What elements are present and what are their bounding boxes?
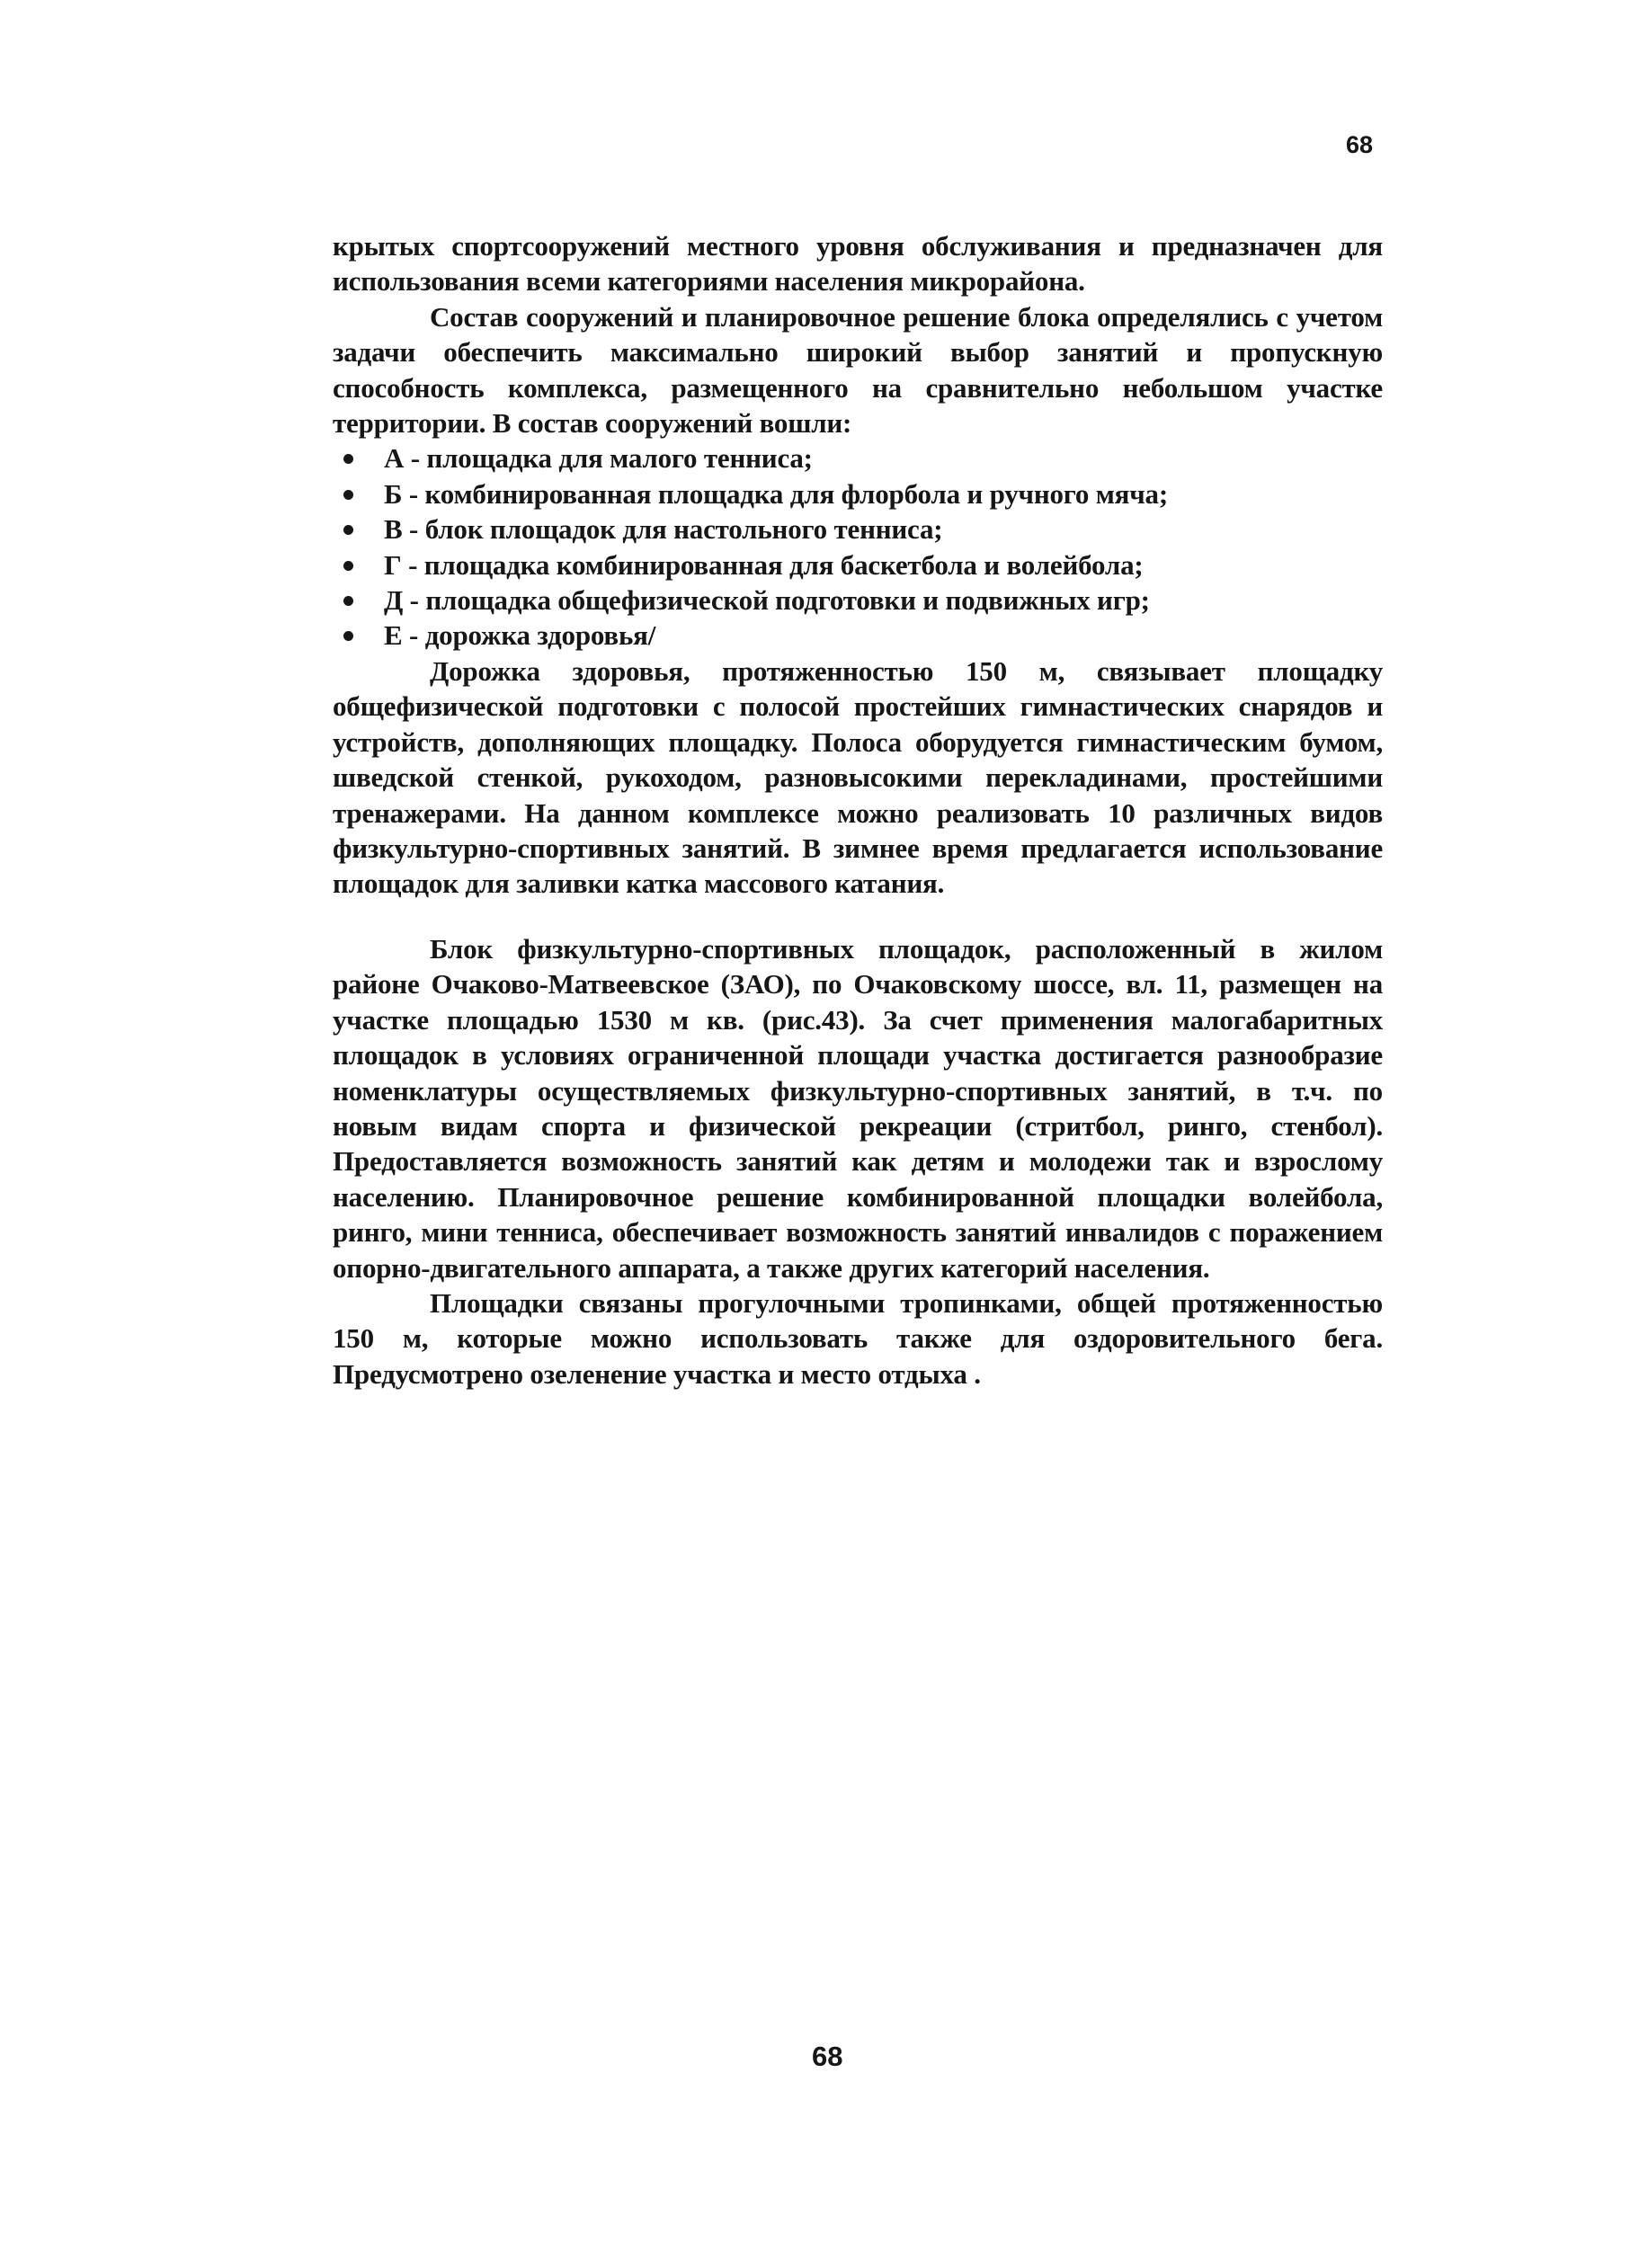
paragraph-health-track: Дорожка здоровья, протяженностью 150 м, связывает площадку общефизической подготовки с полосой простейших гимнастических снарядов и устройств, дополняющих площадку. Полоса оборудуется гимнастическим бумом, шведской стенкой, рукоходом, разновысокими перекладинами, простейшими тренажерами. На данном комплексе можно реализовать 10 различных видов физкультурно-спортивных занятий. В зимнее время предлагается использование площадок для заливки катка массового катания.	[333, 654, 1383, 900]
paragraph-block-description: Блок физкультурно-спортивных площадок, расположенный в жилом районе Очаково-Матвеевское (ЗАО), по Очаковскому шоссе, вл. 11, размещен на участке площадью 1530 м кв. (рис.43). За счет применения малогабаритных площадок в условиях ограниченной площади участка достигается разнообразие номенклатуры осуществляемых физкультурно-спортивных занятий, в т.ч. по новым видам спорта и физической рекреации (стритбол, ринго, стенбол). Предоставляется возможность занятий как детям и молодежи так и взрослому населению. Планировочное решение комбинированной площадки волейбола, ринго, мини тенниса, обеспечивает возможность занятий инвалидов с поражением опорно-двигательного аппарата, а также других категорий населения.	[333, 933, 1383, 1284]
bullet-icon	[343, 561, 353, 571]
list-item: Г - площадка комбинированная для баскетбола и волейбола;	[333, 547, 1383, 583]
text-section-1	[333, 228, 1383, 902]
page-number-top: 68	[1346, 131, 1374, 158]
list-item: Б - комбинированная площадка для флорбола и ручного мяча;	[333, 476, 1383, 511]
list-item: В - блок площадок для настольного тенниса;	[333, 511, 1383, 547]
bullet-icon	[343, 596, 353, 606]
paragraph-paths: Площадки связаны прогулочными тропинками, общей протяженностью 150 м, которые можно использовать также для оздоровительного бега. Предусмотрено озеленение участка и место отдыха .	[333, 1287, 1383, 1390]
bullet-icon	[343, 454, 353, 464]
list-item: Е - дорожка здоровья/	[333, 618, 1383, 653]
paragraph-continuation: крытых спортсооружений местного уровня обслуживания и предназначен для использования всеми категориями населения микрорайона.	[333, 230, 1383, 298]
bullet-icon	[343, 525, 353, 535]
paragraph-composition: Состав сооружений и планировочное решение блока определялись с учетом задачи обеспечить максимально широкий выбор занятий и пропускную способность комплекса, размещенного на сравнительно небольшом участке территории. В состав сооружений вошли:	[333, 300, 1383, 440]
bullet-icon	[343, 490, 353, 500]
facility-list	[333, 440, 1383, 653]
bullet-icon	[343, 631, 353, 641]
text-section-2	[333, 931, 1383, 1392]
page-number-bottom: 68	[812, 2041, 843, 2072]
list-item: А - площадка для малого тенниса;	[333, 440, 1383, 476]
list-item: Д - площадка общефизической подготовки и подвижных игр;	[333, 583, 1383, 618]
